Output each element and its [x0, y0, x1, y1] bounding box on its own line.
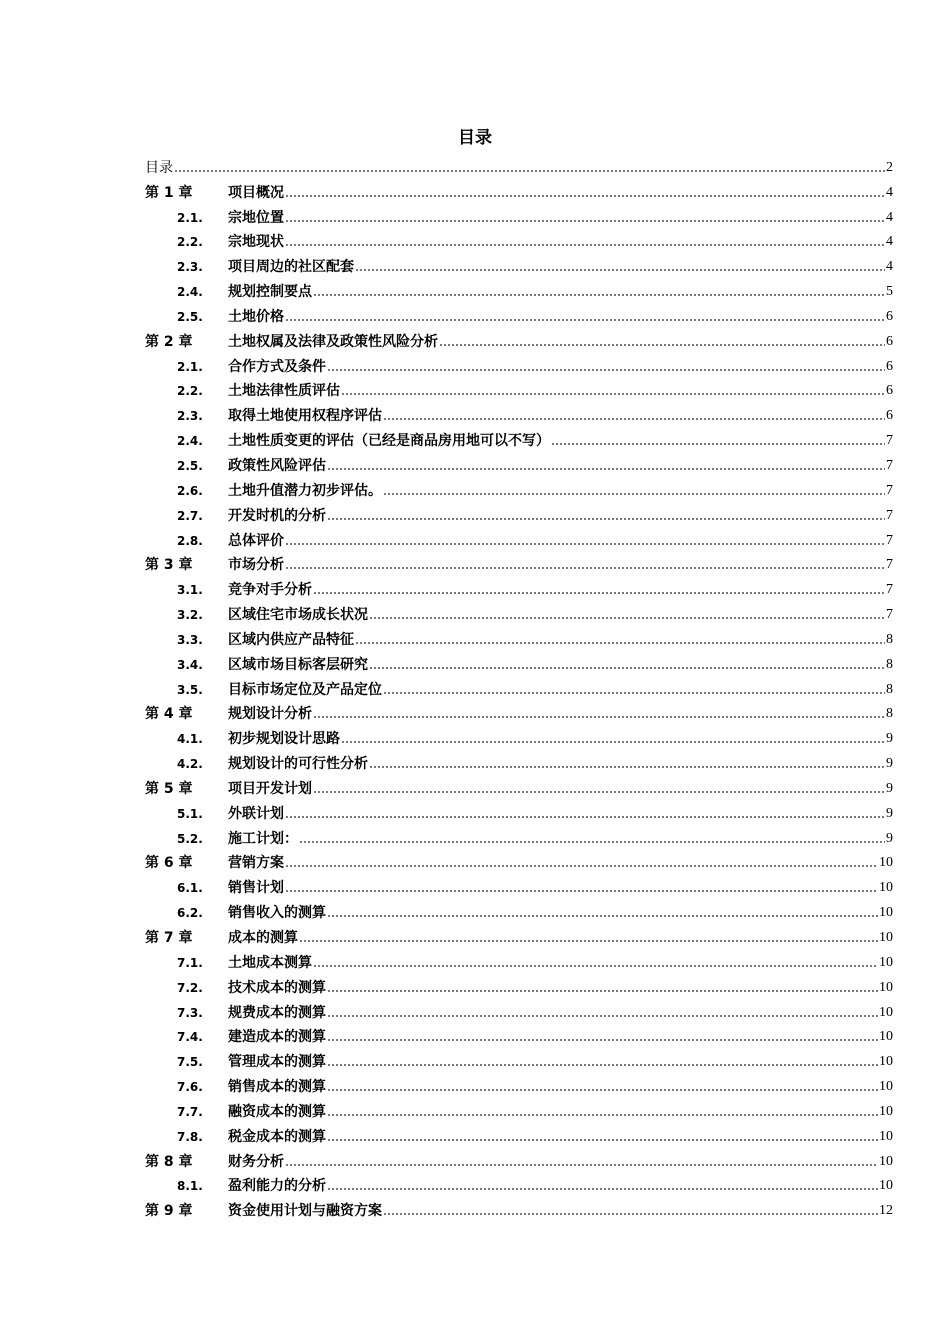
- dot-leader: [299, 939, 878, 943]
- page-number: 5: [886, 284, 893, 300]
- toc-entry-title: 土地法律性质评估: [228, 383, 340, 400]
- dot-leader: [327, 1014, 878, 1018]
- dot-leader: [313, 715, 885, 719]
- dot-leader: [285, 815, 885, 819]
- page-number: 10: [879, 880, 893, 896]
- toc-entry-title: 财务分析: [228, 1153, 284, 1170]
- page-number: 10: [879, 979, 893, 995]
- dot-leader: [313, 293, 885, 297]
- section-number: 7.8.: [177, 1129, 203, 1144]
- dot-leader: [327, 914, 878, 918]
- toc-entry-title: 成本的测算: [228, 930, 298, 946]
- dot-leader: [341, 740, 885, 744]
- page-number: 4: [886, 184, 893, 200]
- dot-leader: [313, 964, 878, 968]
- section-number: 2.6.: [177, 483, 203, 498]
- section-number: 2.5.: [177, 458, 203, 473]
- toc-entry[interactable]: [145, 400, 893, 425]
- section-number: 3.1.: [177, 583, 203, 598]
- toc-entry-title: 销售成本的测算: [228, 1079, 326, 1096]
- section-number: 2.1.: [177, 210, 203, 225]
- section-number: 2.5.: [177, 309, 203, 324]
- toc-entry-title: 合作方式及条件: [228, 358, 326, 375]
- toc-entry-title: 规划设计分析: [228, 706, 312, 723]
- toc-entry[interactable]: [145, 1071, 893, 1096]
- toc-entry-title: 取得土地使用权程序评估: [228, 408, 382, 425]
- dot-leader: [285, 194, 885, 198]
- section-number: 7.5.: [177, 1055, 203, 1070]
- toc-entry-title: 盈利能力的分析: [228, 1178, 326, 1195]
- toc-entry[interactable]: [145, 202, 893, 227]
- toc-entry-title: 区域住宅市场成长状况: [228, 607, 368, 624]
- toc-entry-title: 竞争对手分析: [228, 582, 312, 599]
- dot-leader: [327, 1113, 878, 1117]
- toc-entry-title: 市场分析: [228, 557, 284, 574]
- page-number: 10: [879, 1103, 893, 1119]
- page-number: 12: [879, 1203, 893, 1219]
- toc-entry-title: 资金使用计划与融资方案: [228, 1203, 382, 1220]
- toc-entry-title: 项目概况: [228, 184, 284, 201]
- page-number: 7: [886, 433, 893, 449]
- chapter-number: 第 3 章: [145, 557, 193, 574]
- toc-entry[interactable]: [145, 699, 893, 724]
- dot-leader: [327, 1038, 878, 1042]
- toc-entry-title: 规费成本的测算: [228, 1004, 326, 1021]
- toc-entry-title: 规划控制要点: [228, 284, 312, 301]
- toc-entry-title: 税金成本的测算: [228, 1128, 326, 1145]
- page-number: 10: [879, 930, 893, 945]
- section-number: 7.6.: [177, 1080, 203, 1095]
- page-number: 10: [879, 1178, 893, 1194]
- toc-entry[interactable]: [145, 649, 893, 674]
- page-number: 10: [879, 1153, 893, 1169]
- dot-leader: [355, 641, 885, 645]
- toc-entry[interactable]: [145, 475, 893, 500]
- toc-entry-title: 外联计划: [228, 805, 284, 822]
- toc-entry-title: 目标市场定位及产品定位: [228, 681, 382, 698]
- page-number: 7: [886, 457, 893, 473]
- toc-entry-title: 土地升值潜力初步评估。: [228, 482, 382, 499]
- page-number: 10: [879, 855, 893, 871]
- section-number: 2.1.: [177, 359, 203, 374]
- toc-entry[interactable]: [145, 525, 893, 550]
- section-number: 2.4.: [177, 285, 203, 300]
- dot-leader: [327, 1187, 878, 1191]
- toc-entry-title: 营销方案: [228, 855, 284, 872]
- toc-entry-title: 项目开发计划: [228, 780, 312, 797]
- section-number: 2.3.: [177, 409, 203, 424]
- section-number: 5.2.: [177, 831, 203, 846]
- page-number: 9: [886, 805, 893, 821]
- page-number: 6: [886, 333, 893, 349]
- page-number: 7: [886, 607, 893, 623]
- toc-entry-title: 开发时机的分析: [228, 507, 326, 524]
- toc-entry[interactable]: [145, 723, 893, 748]
- section-number: 3.3.: [177, 632, 203, 647]
- dot-leader: [285, 243, 885, 247]
- section-number: 2.7.: [177, 508, 203, 523]
- dot-leader: [174, 169, 885, 173]
- dot-leader: [327, 1138, 878, 1142]
- chapter-number: 第 7 章: [145, 930, 193, 946]
- dot-leader: [327, 989, 878, 993]
- section-number: 3.4.: [177, 657, 203, 672]
- toc-entry[interactable]: [145, 152, 893, 177]
- toc-entry[interactable]: [145, 773, 893, 798]
- toc-entry[interactable]: [145, 574, 893, 599]
- page-number: 8: [886, 656, 893, 672]
- section-number: 7.1.: [177, 955, 203, 970]
- page-number: 4: [886, 209, 893, 225]
- page-number: 7: [886, 582, 893, 598]
- page-number: 6: [886, 383, 893, 399]
- section-number: 7.4.: [177, 1030, 203, 1045]
- page-number: 10: [879, 1079, 893, 1095]
- section-number: 3.5.: [177, 682, 203, 697]
- toc-entry[interactable]: [145, 450, 893, 475]
- toc-entry[interactable]: [145, 1022, 893, 1047]
- chapter-number: 第 5 章: [145, 780, 193, 797]
- page-number: 4: [886, 259, 893, 275]
- toc-entry[interactable]: [145, 301, 893, 326]
- dot-leader: [327, 1063, 878, 1067]
- section-number: 7.2.: [177, 980, 203, 995]
- page-number: 6: [886, 308, 893, 324]
- toc-entry-title: 初步规划设计思路: [228, 731, 340, 748]
- toc-entry-title: 销售收入的测算: [228, 905, 326, 922]
- dot-leader: [439, 343, 885, 347]
- dot-leader: [285, 542, 885, 546]
- page-number: 9: [886, 830, 893, 846]
- section-number: 3.2.: [177, 608, 203, 623]
- toc-entry-title: 土地权属及法律及政策性风险分析: [228, 333, 438, 350]
- dot-leader: [551, 442, 885, 446]
- toc-entry[interactable]: [145, 500, 893, 525]
- toc-entry[interactable]: [145, 351, 893, 376]
- dot-leader: [369, 616, 885, 620]
- dot-leader: [383, 492, 885, 496]
- page-number: 10: [879, 1004, 893, 1020]
- toc-entry-title: 土地成本测算: [228, 954, 312, 971]
- section-number: 5.1.: [177, 806, 203, 821]
- dot-leader: [285, 318, 885, 322]
- toc-entry-title: 区域市场目标客层研究: [228, 656, 368, 673]
- toc-entry[interactable]: [145, 376, 893, 401]
- chapter-number: 第 2 章: [145, 333, 193, 350]
- page-number: 7: [886, 557, 893, 573]
- toc-title: 目录: [458, 128, 492, 148]
- page-number: 7: [886, 532, 893, 548]
- toc-entry[interactable]: [145, 599, 893, 624]
- page-number: 10: [879, 1029, 893, 1045]
- toc-entry-title: 融资成本的测算: [228, 1103, 326, 1120]
- chapter-number: 第 9 章: [145, 1203, 193, 1220]
- section-number: 6.1.: [177, 881, 203, 896]
- page-number: 10: [879, 954, 893, 970]
- section-number: 7.7.: [177, 1104, 203, 1119]
- toc-entry[interactable]: [145, 748, 893, 773]
- page-number: 10: [879, 905, 893, 921]
- page-number: 6: [886, 358, 893, 374]
- toc-list: [145, 152, 893, 1220]
- toc-entry[interactable]: [145, 550, 893, 575]
- toc-entry-title: 管理成本的测算: [228, 1054, 326, 1071]
- toc-entry[interactable]: [145, 227, 893, 252]
- section-number: 2.2.: [177, 384, 203, 399]
- section-number: 2.2.: [177, 235, 203, 250]
- page-number: 9: [886, 756, 893, 772]
- page-number: 2: [886, 159, 893, 175]
- page-number: 8: [886, 706, 893, 722]
- dot-leader: [369, 765, 885, 769]
- dot-leader: [327, 517, 885, 521]
- section-number: 7.3.: [177, 1005, 203, 1020]
- toc-entry[interactable]: [145, 997, 893, 1022]
- toc-entry-title: 销售计划: [228, 880, 284, 897]
- toc-entry[interactable]: [145, 177, 893, 202]
- page-number: 8: [886, 631, 893, 647]
- toc-entry-title: 区域内供应产品特征: [228, 631, 354, 648]
- page-number: 9: [886, 780, 893, 796]
- toc-entry-title: 宗地现状: [228, 234, 284, 251]
- page-number: 7: [886, 507, 893, 523]
- section-number: 2.4.: [177, 434, 203, 449]
- toc-entry[interactable]: [145, 1195, 893, 1220]
- toc-entry[interactable]: [145, 425, 893, 450]
- toc-entry[interactable]: [145, 1096, 893, 1121]
- dot-leader: [383, 691, 885, 695]
- dot-leader: [313, 790, 885, 794]
- page-number: 8: [886, 681, 893, 697]
- section-number: 4.2.: [177, 757, 203, 772]
- dot-leader: [369, 666, 885, 670]
- toc-entry-title: 建造成本的测算: [228, 1029, 326, 1046]
- toc-entry[interactable]: [145, 872, 893, 897]
- toc-entry[interactable]: [145, 922, 893, 947]
- page-number: 9: [886, 731, 893, 747]
- toc-entry-title: 宗地位置: [228, 209, 284, 226]
- toc-entry[interactable]: [145, 276, 893, 301]
- dot-leader: [299, 840, 885, 844]
- section-number: 8.1.: [177, 1179, 203, 1194]
- dot-leader: [327, 1088, 878, 1092]
- toc-entry[interactable]: [145, 947, 893, 972]
- section-number: 4.1.: [177, 732, 203, 747]
- toc-entry[interactable]: [145, 1121, 893, 1146]
- chapter-number: 第 4 章: [145, 706, 193, 723]
- section-number: 2.8.: [177, 533, 203, 548]
- dot-leader: [285, 1163, 878, 1167]
- dot-leader: [285, 219, 885, 223]
- toc-entry[interactable]: [145, 1146, 893, 1171]
- dot-leader: [383, 1212, 878, 1216]
- dot-leader: [341, 392, 885, 396]
- page-number: 10: [879, 1054, 893, 1070]
- dot-leader: [313, 591, 885, 595]
- toc-entry-title: 技术成本的测算: [228, 979, 326, 996]
- page-number: 7: [886, 482, 893, 498]
- toc-entry-title: 土地性质变更的评估（已经是商品房用地可以不写）: [228, 433, 550, 450]
- toc-entry[interactable]: [145, 251, 893, 276]
- toc-entry[interactable]: [145, 972, 893, 997]
- toc-entry[interactable]: [145, 674, 893, 699]
- section-number: 6.2.: [177, 906, 203, 921]
- toc-entry[interactable]: [145, 624, 893, 649]
- toc-entry-title: 总体评价: [228, 532, 284, 549]
- chapter-number: 第 6 章: [145, 855, 193, 872]
- section-number: 2.3.: [177, 260, 203, 275]
- dot-leader: [327, 467, 885, 471]
- toc-entry-title: 目录: [145, 159, 173, 176]
- chapter-number: 第 1 章: [145, 184, 193, 201]
- toc-entry[interactable]: [145, 326, 893, 351]
- toc-entry[interactable]: [145, 1171, 893, 1196]
- chapter-number: 第 8 章: [145, 1153, 193, 1170]
- page-number: 6: [886, 408, 893, 424]
- toc-entry-title: 土地价格: [228, 308, 284, 325]
- toc-entry[interactable]: [145, 1046, 893, 1071]
- toc-entry[interactable]: [145, 798, 893, 823]
- toc-entry-title: 施工计划：: [228, 830, 298, 847]
- toc-entry[interactable]: [145, 897, 893, 922]
- page-number: 4: [886, 234, 893, 250]
- dot-leader: [285, 889, 878, 893]
- dot-leader: [327, 368, 885, 372]
- toc-entry-title: 项目周边的社区配套: [228, 259, 354, 276]
- toc-entry[interactable]: [145, 823, 893, 848]
- dot-leader: [285, 566, 885, 570]
- page-number: 10: [879, 1128, 893, 1144]
- dot-leader: [355, 268, 885, 272]
- dot-leader: [285, 864, 878, 868]
- toc-entry-title: 政策性风险评估: [228, 457, 326, 474]
- dot-leader: [383, 417, 885, 421]
- toc-entry-title: 规划设计的可行性分析: [228, 756, 368, 773]
- toc-entry[interactable]: [145, 848, 893, 873]
